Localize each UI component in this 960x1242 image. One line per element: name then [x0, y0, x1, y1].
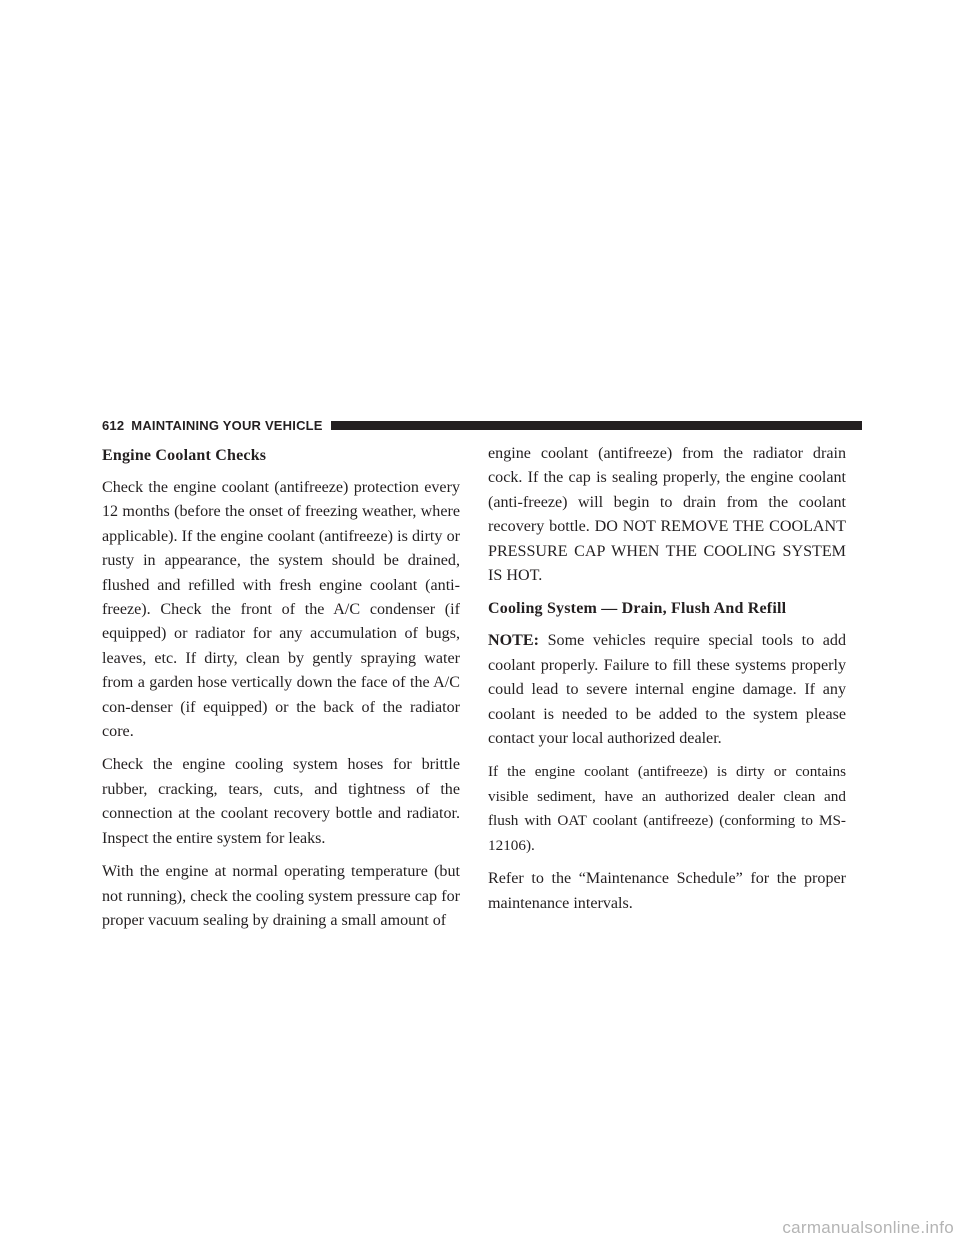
note-text: Some vehicles require special tools to add coolant properly. Failure to fill these systems properly could lead to severe internal engine damage. If any coolant is needed to be added to the system please contact your local authorized dealer.	[488, 632, 846, 748]
section-title: MAINTAINING YOUR VEHICLE	[131, 417, 323, 433]
paragraph-hoses-check: Check the engine cooling system hoses for brittle rubber, cracking, tears, cuts, and tightness of the connection at the coolant recovery bottle and radiator. Inspect the entire system for leaks.	[102, 756, 460, 847]
note-label: NOTE:	[488, 632, 539, 650]
page-number: 612	[102, 417, 125, 433]
right-column	[488, 442, 846, 925]
page-header	[102, 418, 862, 432]
header-rule	[331, 421, 862, 430]
paragraph-maintenance-schedule: Refer to the “Maintenance Schedule” for the proper maintenance intervals.	[488, 870, 846, 912]
paragraph-coolant-protection: Check the engine coolant (antifreeze) protection every 12 months (before the onset of freezing weather, where applicable). If the engine coolant (antifreeze) is dirty or rusty in appearance, the system should be drained, flushed and refilled with fresh engine coolant (anti-freeze). Check the front of the A/C condenser (if equipped) or radiator for any accumulation of bugs, leaves, etc. If dirty, clean by gently spraying water from a garden hose vertically down the face of the A/C con-denser (if equipped) or the back of the radiator core.	[102, 479, 460, 741]
watermark: carmanualsonline.info	[782, 1218, 954, 1237]
paragraph-pressure-cap: With the engine at normal operating temperature (but not running), check the cooling system pressure cap for proper vacuum sealing by draining a small amount of	[102, 863, 460, 929]
left-column	[102, 442, 460, 942]
heading-drain-flush-refill: Cooling System — Drain, Flush And Refill	[488, 600, 787, 618]
note-paragraph	[488, 629, 846, 751]
paragraph-oat-coolant: If the engine coolant (antifreeze) is dirty or contains visible sediment, have an authorized dealer clean and flush with OAT coolant (antifreeze) (conforming to MS-12106).	[488, 763, 846, 854]
heading-engine-coolant-checks: Engine Coolant Checks	[102, 447, 267, 464]
paragraph-continuation: engine coolant (antifreeze) from the radiator drain cock. If the cap is sealing properly, the engine coolant (anti-freeze) will begin to drain from the coolant recovery bottle. DO NOT REMOVE THE COOLANT PRESSURE CAP WHEN THE COOLING SYSTEM IS HOT.	[488, 445, 846, 585]
